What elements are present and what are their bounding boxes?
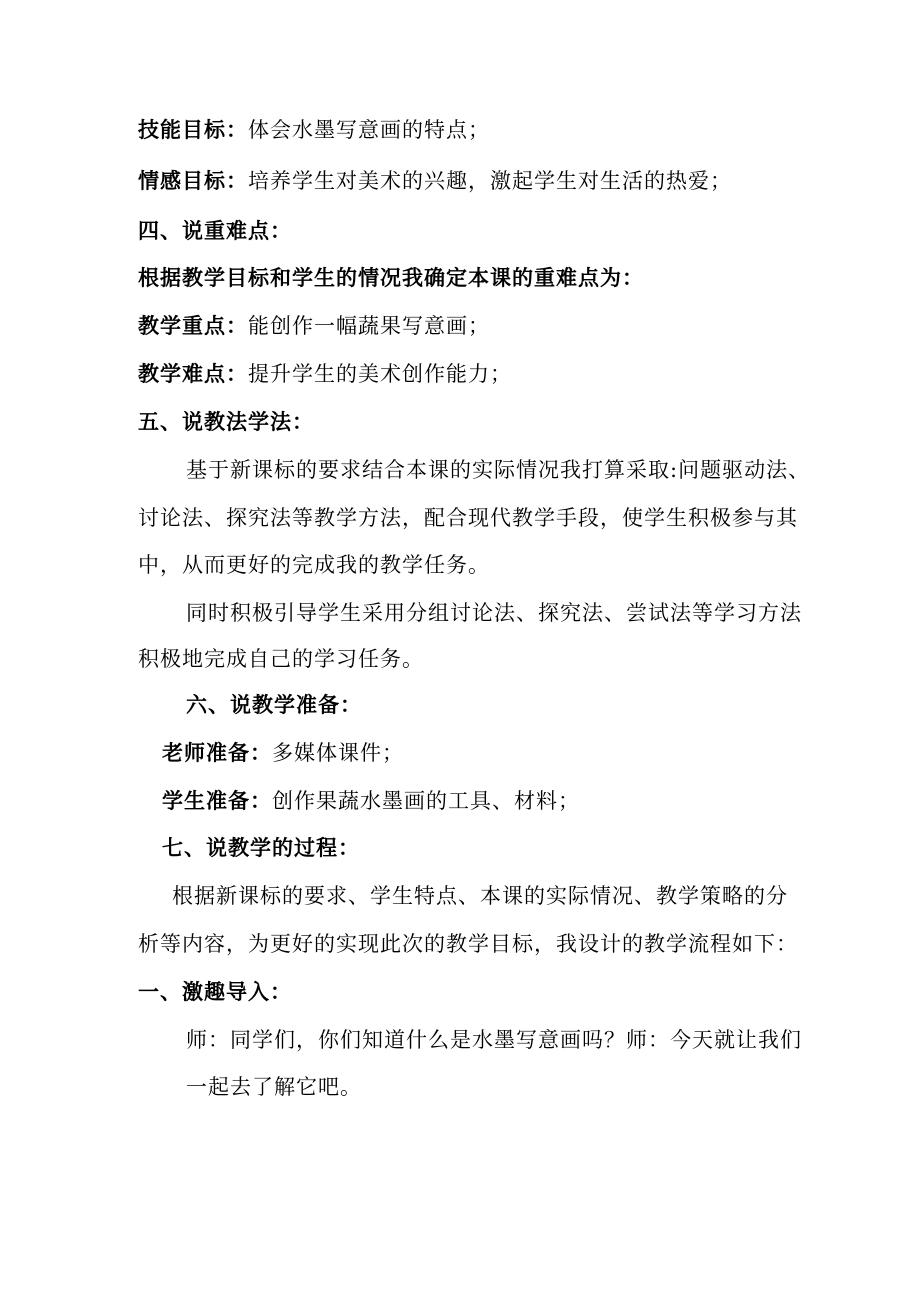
student-prep-line [162,786,580,816]
learning-paragraph-line-2: 积极地完成自己的学习任务。 [138,647,424,671]
dialogue-line-1: 师：同学们，你们知道什么是水墨写意画吗？师：今天就让我们 [186,1028,802,1052]
skill-goal-label: 技能目标： [138,118,248,142]
teaching-difficulty-text: 提升学生的美术创作能力； [248,362,512,386]
student-prep-label: 学生准备： [162,789,272,813]
method-paragraph-line-2: 讨论法、探究法等教学方法，配合现代教学手段，使学生积极参与其 [138,506,798,530]
section-7-heading: 七、说教学的过程： [162,836,360,860]
teaching-focus-text: 能创作一幅蔬果写意画； [248,314,490,338]
teaching-focus-line [138,311,490,341]
skill-goal-text: 体会水墨写意画的特点； [248,118,490,142]
teacher-prep-line [162,738,404,768]
process-paragraph-line-1: 根据新课标的要求、学生特点、本课的实际情况、教学策略的分 [172,884,788,908]
teacher-prep-label: 老师准备： [162,741,272,765]
emotion-goal-text: 培养学生对美术的兴趣，激起学生对生活的热爱； [248,169,732,193]
learning-paragraph-line-1: 同时积极引导学生采用分组讨论法、探究法、尝试法等学习方法 [186,601,802,625]
method-paragraph-line-1: 基于新课标的要求结合本课的实际情况我打算采取:问题驱动法、 [186,458,811,482]
skill-goal-line [138,115,490,145]
step-1-heading: 一、激趣导入： [138,980,292,1004]
emotion-goal-line [138,166,732,196]
section-6-heading: 六、说教学准备： [186,693,362,717]
teaching-difficulty-label: 教学难点： [138,362,248,386]
teacher-prep-text: 多媒体课件； [272,741,404,765]
section-4-heading: 四、说重难点： [138,219,292,243]
dialogue-line-2: 一起去了解它吧。 [186,1075,362,1099]
method-paragraph-line-3: 中，从而更好的完成我的教学任务。 [138,553,490,577]
teaching-focus-label: 教学重点： [138,314,248,338]
process-paragraph-line-2: 析等内容，为更好的实现此次的教学目标，我设计的教学流程如下： [138,932,798,956]
student-prep-text: 创作果蔬水墨画的工具、材料； [272,789,580,813]
section-5-heading: 五、说教法学法： [138,410,314,434]
emotion-goal-label: 情感目标： [138,169,248,193]
teaching-difficulty-line [138,359,512,389]
key-points-intro: 根据教学目标和学生的情况我确定本课的重难点为： [138,266,644,290]
